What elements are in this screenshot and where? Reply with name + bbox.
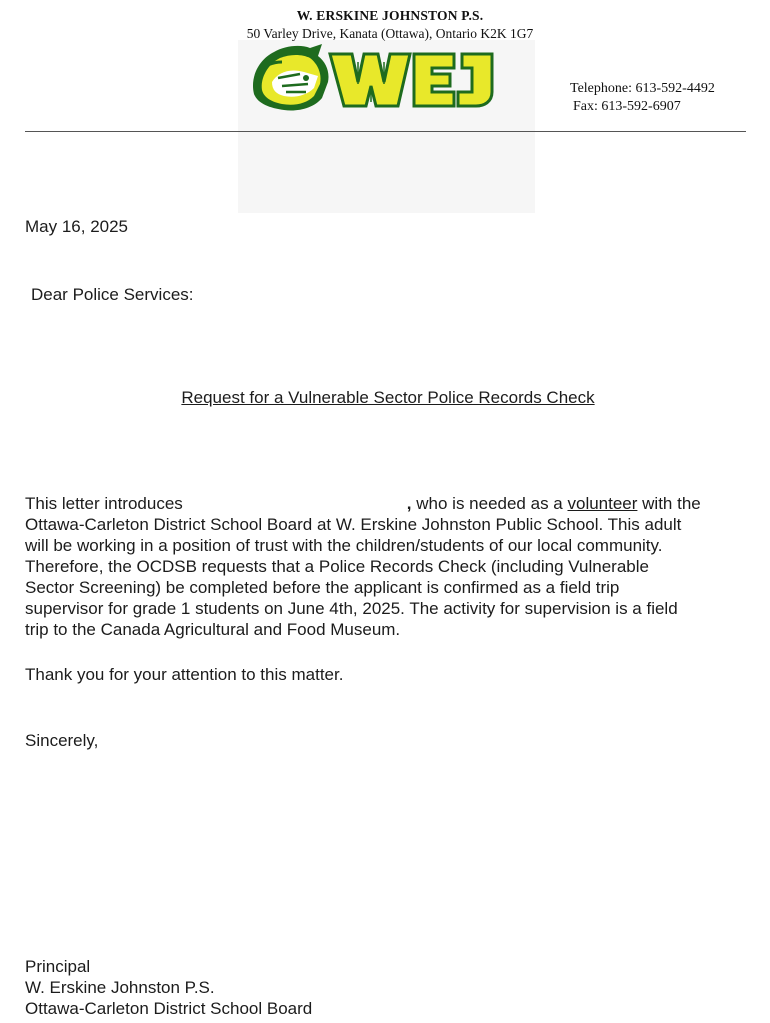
body-line: Sector Screening) be completed before the applicant is confirmed as a field trip xyxy=(25,578,620,597)
body-line: supervisor for grade 1 students on June 4th, 2025. The activity for supervision is a field xyxy=(25,599,678,618)
body-text: with the xyxy=(637,494,701,513)
fax: Fax: 613-592-6907 xyxy=(573,99,681,114)
body-text: , xyxy=(406,494,412,513)
letter-date: May 16, 2025 xyxy=(25,217,129,236)
thanks-line: Thank you for your attention to this matter. xyxy=(25,665,344,684)
body-line xyxy=(25,493,765,514)
body-text: This letter introduces xyxy=(25,494,183,513)
body-paragraph xyxy=(25,493,765,640)
contact-info xyxy=(570,80,715,116)
school-address: 50 Varley Drive, Kanata (Ottawa), Ontario K2K 1G7 xyxy=(246,26,534,41)
signature-block xyxy=(25,956,312,1019)
signature-school: W. Erskine Johnston P.S. xyxy=(25,978,215,997)
signature-title: Principal xyxy=(25,957,91,976)
school-name: W. ERSKINE JOHNSTON P.S. xyxy=(296,8,484,23)
letterhead-divider xyxy=(25,131,746,132)
body-text: who is needed as a xyxy=(411,494,568,513)
body-line: Ottawa-Carleton District School Board at W. Erskine Johnston Public School. This adult xyxy=(25,515,682,534)
telephone: Telephone: 613-592-4492 xyxy=(570,81,715,96)
letter-subject: Request for a Vulnerable Sector Police Records Check xyxy=(181,388,595,407)
closing: Sincerely, xyxy=(25,731,99,750)
body-line: Therefore, the OCDSB requests that a Police Records Check (including Vulnerable xyxy=(25,557,649,576)
volunteer-emphasis: volunteer xyxy=(567,494,638,513)
body-line: trip to the Canada Agricultural and Food Museum. xyxy=(25,620,401,639)
salutation: Dear Police Services: xyxy=(31,285,194,304)
wildcat-mascot-icon xyxy=(248,42,498,114)
school-logo xyxy=(248,42,498,114)
signature-board: Ottawa-Carleton District School Board xyxy=(25,999,313,1018)
body-line: will be working in a position of trust with the children/students of our local community. xyxy=(25,536,663,555)
